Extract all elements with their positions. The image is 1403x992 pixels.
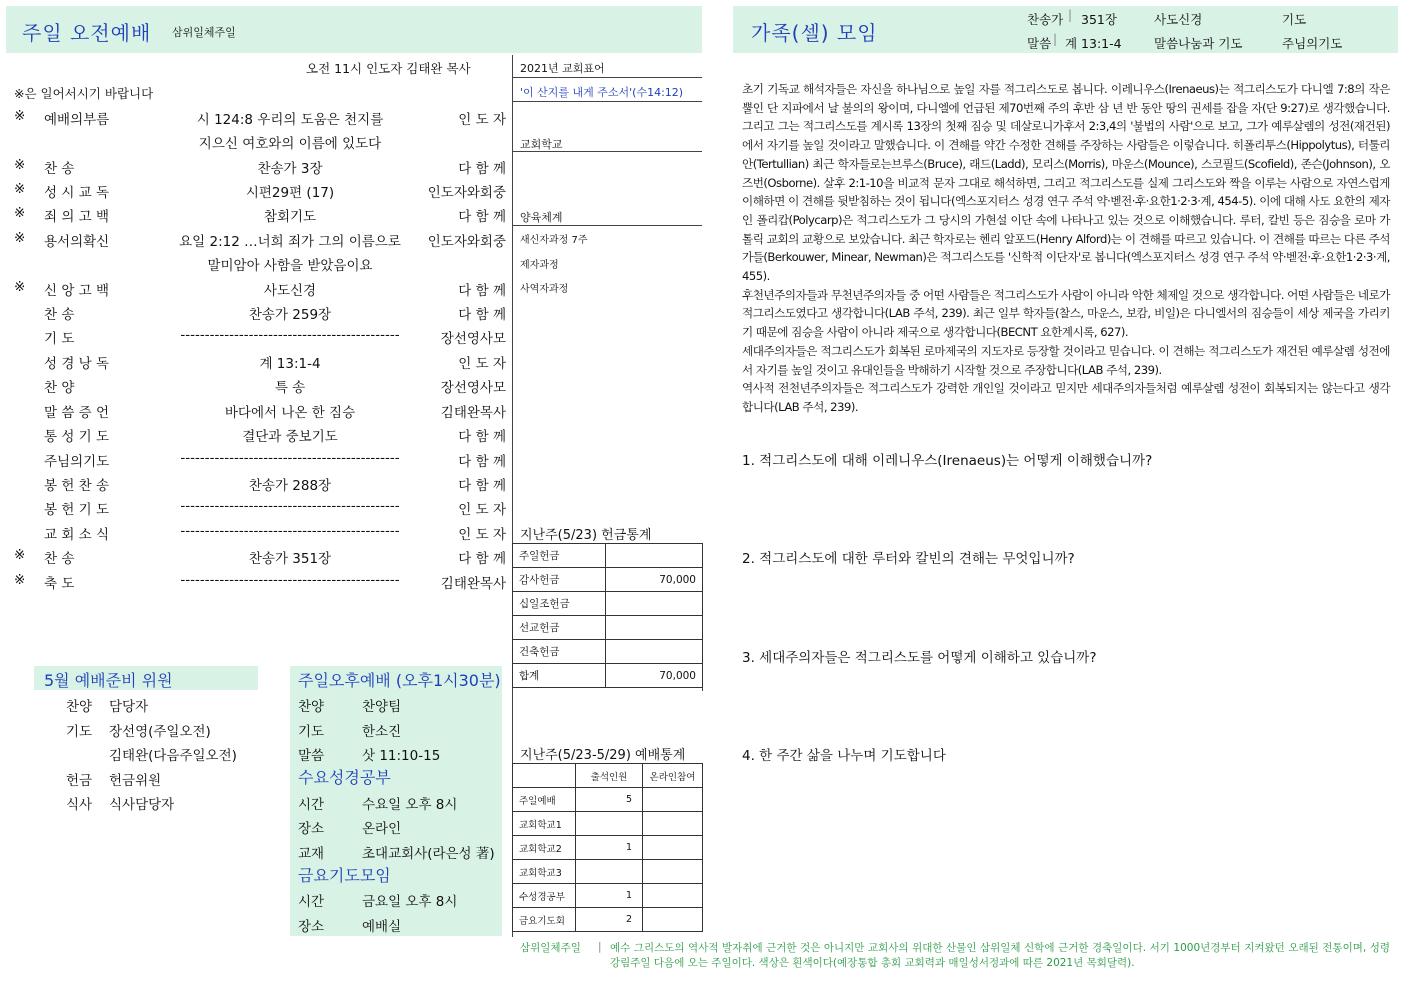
- order-item-name: 찬 송: [44, 307, 75, 323]
- order-item-content: 사도신경: [263, 283, 317, 299]
- friday-key: 장소: [298, 919, 325, 935]
- order-item-content: 특 송: [274, 380, 306, 396]
- attendance-online: [643, 908, 703, 932]
- order-item-content: 요일 2:12 …너희 죄가 그의 이름으로: [179, 234, 401, 250]
- commentary-paragraph: 초기 기독교 해석자들은 자신을 하나님으로 높일 자를 적그리스도로 봅니다. 이레니우스(Irenaeus)는 적그리스도가 다니엘 7:8의 작은 뿔인 단 지파에서 날 불의의 왕이며, 다니엘에 언급된 제70번째 주의 후반 삼 년 반 동안 땅의 권세를 잡을 자(단 9:27)로 생각했습니다. 그리고 그는 적그리스도를 계시록 13장의 첫째 짐승 및 데살로니가후서 2:3,4의 '불법의 사람'으로 보고, 그가 예루살렘의 성전(재건된)에서 자기를 높일 것이라고 말했습니다. 이 견해를 약간 수정한 견해를 주장하는 사람들은 이렇습니다. 히폴리투스(Hippolytus), 터툴리안(Tertullian) 최근 학자들로는브루스(Bruce), 래드(Ladd), 모리스(Morris), 마운스(Mounce), 스코필드(Scofield), 존슨(Johnson), 오즈번(Osborne). 살후 2:1-10을 비교적 문자 그대로 해석하면, 그리고 적그리스도를 실제 그리스도와 짝을 이루는 사람으로 자연스럽게 이해하면 이 견해를 뒷받침하는 것이 됩니다(엑스포지터스 성경 연구 주석 약·벧전·후·요한1·2·3·계, 454-5). 이에 대해 사도 요한의 제자인 폴리캅(Polycarp)은 적그리스도가 그 당시의 가현설 이단 속에 나타나고 있는 것으로 이해했습니다. 루터, 칼빈 등은 짐승을 로마 가톨릭 교회의 교황으로 보았습니다. 최근 학자로는 헨리 알포드(Henry Alford)는 이 견해를 따르고 있습니다. 이 견해를 따르는 다른 주석가들(Berkouwer, Minear, Newman)은 적그리스도를 '신학적 이단자'로 봅니다(엑스포지터스 성경 연구 주석 약·벧전·후·요한1·2·3·계, 455).: [742, 82, 1390, 284]
- wednesday-value: 초대교회사(라은성 著): [362, 846, 495, 862]
- attendance-present: 1: [576, 836, 643, 860]
- friday-title: 금요기도모임: [298, 866, 391, 885]
- committee-person: 장선영(주일오전): [109, 724, 211, 740]
- divider: |: [1053, 32, 1058, 46]
- order-item-name: 말 씀 증 언: [44, 405, 110, 421]
- committee-role: 기도: [66, 724, 93, 740]
- attendance-label: 수성경공부: [513, 884, 576, 908]
- left-header: [6, 6, 702, 53]
- order-item-leader: 인 도 자: [458, 502, 506, 518]
- prayer: 기도: [1282, 12, 1307, 27]
- commentary: [742, 80, 1390, 417]
- order-item-name: 성 시 교 독: [44, 185, 110, 201]
- order-item-leader: 김태완목사: [440, 576, 506, 592]
- order-item-content: 참회기도: [263, 209, 317, 225]
- order-item-name: 봉 헌 기 도: [44, 502, 110, 518]
- wednesday-key: 시간: [298, 797, 325, 813]
- offering-row: [513, 664, 703, 688]
- offering-label: 합계: [513, 664, 606, 688]
- friday-value: 금요일 오후 8시: [362, 894, 458, 910]
- order-item-leader: 인도자와회중: [427, 234, 506, 250]
- left-header-title: 주일 오전예배: [22, 21, 152, 45]
- divider: |: [1068, 8, 1073, 22]
- order-item-name: 봉 헌 찬 송: [44, 478, 110, 494]
- attendance-header: 출석인원: [576, 764, 643, 788]
- order-item-content: 말미암아 사함을 받았음이요: [207, 258, 373, 274]
- order-row: [14, 572, 506, 596]
- training-system: 양육체계: [520, 211, 563, 224]
- order-row: [14, 254, 506, 278]
- right-header: [733, 6, 1398, 53]
- attendance-present: 2: [576, 908, 643, 932]
- offering-amount: 70,000: [606, 664, 703, 688]
- offering-row: [513, 640, 703, 664]
- stand-note: ※은 일어서시기 바랍니다: [14, 86, 154, 101]
- committee-role: 찬양: [66, 699, 93, 715]
- order-item-content: ---------------------------------------------: [180, 523, 400, 539]
- order-item-content: 바다에서 나온 한 짐승: [224, 405, 356, 421]
- attendance-row: [513, 836, 703, 860]
- order-row: [14, 523, 506, 547]
- order-mark: ※: [14, 157, 26, 173]
- committee-person: 식사담당자: [109, 797, 175, 813]
- order-item-leader: 다 함 께: [458, 307, 506, 323]
- order-item-leader: 다 함 께: [458, 161, 506, 177]
- attendance-label: 교회학교2: [513, 836, 576, 860]
- afternoon-key: 찬양: [298, 699, 325, 715]
- order-item-content: 찬송가 351장: [248, 551, 332, 567]
- afternoon-key: 기도: [298, 724, 325, 740]
- side-line-2: [513, 101, 702, 102]
- order-item-leader: 장선영사모: [440, 380, 506, 396]
- word-label: 말씀: [1027, 36, 1052, 51]
- order-mark: ※: [14, 205, 26, 221]
- afternoon-value: 한소진: [362, 724, 402, 740]
- attendance-label: 금요기도회: [513, 908, 576, 932]
- offering-amount: [606, 640, 703, 664]
- order-row: [14, 181, 506, 205]
- order-item-name: 찬 송: [44, 161, 75, 177]
- wednesday-key: 장소: [298, 821, 325, 837]
- order-row: [14, 498, 506, 522]
- committee-role: 헌금: [66, 773, 93, 789]
- order-item-leader: 다 함 께: [458, 478, 506, 494]
- order-row: [14, 205, 506, 229]
- offering-amount: [606, 592, 703, 616]
- afternoon-value: 삿 11:10-15: [362, 748, 441, 764]
- order-item-content: 시편29편 (17): [245, 185, 335, 201]
- committee-title: 5월 예배준비 위원: [44, 671, 173, 690]
- committee-person: 헌금위원: [109, 773, 162, 789]
- order-row: [14, 352, 506, 376]
- order-item-content: 찬송가 259장: [248, 307, 332, 323]
- attendance-row: [513, 812, 703, 836]
- order-row: [14, 547, 506, 571]
- attendance-online: [643, 836, 703, 860]
- attendance-online: [643, 788, 703, 812]
- attendance-present: 5: [576, 788, 643, 812]
- order-item-leader: 김태완목사: [440, 405, 506, 421]
- order-item-name: 기 도: [44, 331, 75, 347]
- order-row: [14, 376, 506, 400]
- offering-row: [513, 616, 703, 640]
- lords-prayer: 주님의기도: [1282, 36, 1343, 51]
- afternoon-value: 찬양팀: [362, 699, 402, 715]
- attendance-present: 1: [576, 884, 643, 908]
- order-row: [14, 303, 506, 327]
- order-item-name: 찬 송: [44, 551, 75, 567]
- order-item-name: 예배의부름: [44, 112, 110, 128]
- training-item: 새신자과정 7주: [520, 235, 588, 246]
- offering-label: 주일헌금: [513, 544, 606, 568]
- question: 3. 세대주의자들은 적그리스도를 어떻게 이해하고 있습니까?: [742, 650, 1097, 666]
- order-row: [14, 401, 506, 425]
- side-line-1: [513, 77, 702, 78]
- motto-year: 2021년 교회표어: [520, 62, 605, 75]
- order-row: [14, 108, 506, 132]
- afternoon-key: 말씀: [298, 748, 325, 764]
- order-item-content: ---------------------------------------------: [180, 450, 400, 466]
- committee-header: [34, 666, 258, 690]
- footnote-label: 삼위일체주일: [520, 942, 581, 954]
- offering-label: 감사헌금: [513, 568, 606, 592]
- offering-row: [513, 568, 703, 592]
- attendance-label: 교회학교3: [513, 860, 576, 884]
- offering-label: 선교헌금: [513, 616, 606, 640]
- footnote-divider: |: [598, 941, 602, 953]
- side-line-4: [513, 225, 702, 226]
- order-item-leader: 인도자와회중: [427, 185, 506, 201]
- friday-value: 예배실: [362, 919, 402, 935]
- committee-person: 김태완(다음주일오전): [109, 748, 237, 764]
- order-item-content: 결단과 중보기도: [242, 429, 338, 445]
- right-header-title: 가족(셀) 모임: [751, 21, 878, 45]
- order-item-content: ---------------------------------------------: [180, 498, 400, 514]
- question: 4. 한 주간 삶을 나누며 기도합니다: [742, 748, 946, 764]
- order-mark: ※: [14, 279, 26, 295]
- hymn-label: 찬송가: [1027, 12, 1064, 27]
- training-item: 사역자과정: [520, 284, 569, 295]
- attendance-header: [513, 764, 576, 788]
- commentary-paragraph: 역사적 전천년주의자들은 적그리스도가 강력한 개인일 것이라고 믿지만 세대주의자들처럼 예루살렘 성전이 회복되지는 않는다고 생각합니다(LAB 주석, 239).: [742, 381, 1390, 414]
- motto: '이 산지를 내게 주소서'(수14:12): [520, 86, 684, 99]
- order-item-name: 죄 의 고 백: [44, 209, 110, 225]
- order-item-name: 축 도: [44, 576, 75, 592]
- attendance-title: 지난주(5/23-5/29) 예배통계: [520, 748, 686, 763]
- order-item-name: 찬 양: [44, 380, 75, 396]
- attendance-label: 주일예배: [513, 788, 576, 812]
- attendance-online: [643, 860, 703, 884]
- training-item: 제자과정: [520, 260, 559, 271]
- order-item-name: 용서의확신: [44, 234, 110, 250]
- order-row: [14, 230, 506, 254]
- offering-label: 건축헌금: [513, 640, 606, 664]
- committee-role: 식사: [66, 797, 93, 813]
- order-item-name: 통 성 기 도: [44, 429, 110, 445]
- order-item-content: 지으신 여호와의 이름에 있도다: [198, 136, 382, 152]
- order-mark: ※: [14, 572, 26, 588]
- order-item-content: 계 13:1-4: [259, 356, 321, 372]
- order-row: [14, 279, 506, 303]
- wednesday-key: 교재: [298, 846, 325, 862]
- order-row: [14, 132, 506, 156]
- order-item-leader: 다 함 께: [458, 429, 506, 445]
- footnote-text: 예수 그리스도의 역사적 발자취에 근거한 것은 아니지만 교회사의 위대한 산물인 삼위일체 신학에 근거한 경축일이다. 서기 1000년경부터 지켜왔던 오래된 전통이며, 성령강림주일 다음에 오는 주일이다. 색상은 흰색이다(예장통합 총회 교회력과 매일성서정과에 따른 2021년 목회달력).: [610, 942, 1390, 969]
- attendance-row: [513, 860, 703, 884]
- order-item-leader: 인 도 자: [458, 527, 506, 543]
- attendance-row: [513, 908, 703, 932]
- order-item-content: 찬송가 288장: [248, 478, 332, 494]
- offering-table: [512, 543, 703, 688]
- wednesday-title: 수요성경공부: [298, 768, 391, 787]
- attendance-row: [513, 884, 703, 908]
- share-prayer: 말씀나눔과 기도: [1154, 36, 1243, 51]
- order-mark: ※: [14, 230, 26, 246]
- service-leader: 오전 11시 인도자 김태완 목사: [306, 61, 471, 76]
- church-school: 교회학교: [520, 138, 563, 151]
- order-item-name: 주님의기도: [44, 454, 110, 470]
- left-header-subtitle: 삼위일체주일: [172, 26, 236, 39]
- order-item-content: 시 124:8 우리의 도움은 천지를: [196, 112, 384, 128]
- question: 1. 적그리스도에 대해 이레니우스(Irenaeus)는 어떻게 이해했습니까?: [742, 453, 1153, 469]
- afternoon-title: 주일오후예배 (오후1시30분): [298, 671, 501, 690]
- order-item-content: ---------------------------------------------: [180, 327, 400, 343]
- order-item-leader: 다 함 께: [458, 283, 506, 299]
- offering-amount: [606, 616, 703, 640]
- side-line-3: [513, 151, 702, 152]
- attendance-online: [643, 812, 703, 836]
- offering-row: [513, 592, 703, 616]
- attendance-row: [513, 788, 703, 812]
- offering-label: 십일조헌금: [513, 592, 606, 616]
- offering-row: [513, 544, 703, 568]
- offering-title: 지난주(5/23) 헌금통계: [520, 528, 652, 543]
- order-item-name: 교 회 소 식: [44, 527, 110, 543]
- order-row: [14, 474, 506, 498]
- order-item-content: ---------------------------------------------: [180, 572, 400, 588]
- creed: 사도신경: [1154, 12, 1203, 27]
- attendance-label: 교회학교1: [513, 812, 576, 836]
- order-item-leader: 다 함 께: [458, 454, 506, 470]
- question: 2. 적그리스도에 대한 루터와 칼빈의 견해는 무엇입니까?: [742, 551, 1075, 567]
- order-mark: ※: [14, 547, 26, 563]
- committee-person: 담당자: [109, 699, 149, 715]
- order-item-content: 찬송가 3장: [257, 161, 323, 177]
- order-item-leader: 인 도 자: [458, 112, 506, 128]
- attendance-online: [643, 884, 703, 908]
- order-row: [14, 425, 506, 449]
- attendance-present: [576, 812, 643, 836]
- friday-key: 시간: [298, 894, 325, 910]
- wednesday-value: 온라인: [362, 821, 402, 837]
- offering-amount: 70,000: [606, 568, 703, 592]
- attendance-present: [576, 860, 643, 884]
- order-item-name: 성 경 낭 독: [44, 356, 110, 372]
- order-mark: ※: [14, 181, 26, 197]
- order-mark: ※: [14, 108, 26, 124]
- offering-amount: [606, 544, 703, 568]
- order-row: [14, 157, 506, 181]
- commentary-paragraph: 후천년주의자들과 무천년주의자들 중 어떤 사람들은 적그리스도가 사람이 아니라 악한 체제일 것으로 생각합니다. 어떤 사람들은 네로가 적그리스도였다고 생각합니다(LAB 주석, 239). 최근 일부 학자들(찰스, 마운스, 보캄, 비일)은 다니엘서의 짐승들이 세상 제국을 가리키기 때문에 짐승을 사람이 아니라 제국으로 생각합니다(BECNT 요한계시록, 627).: [742, 287, 1390, 340]
- order-row: [14, 327, 506, 351]
- word-passage: 계 13:1-4: [1065, 36, 1122, 51]
- order-item-leader: 다 함 께: [458, 209, 506, 225]
- order-item-leader: 장선영사모: [440, 331, 506, 347]
- hymn-number: 351장: [1081, 12, 1117, 27]
- commentary-paragraph: 세대주의자들은 적그리스도가 회복된 로마제국의 지도자로 등장할 것이라고 믿습니다. 이 견해는 적그리스도가 재건된 예루살렘 성전에서 자기를 높일 것이고 유대인들을 박해하기 시작할 것으로 주장합니다(LAB 주석, 239).: [742, 343, 1390, 377]
- attendance-table: [512, 763, 703, 932]
- attendance-header: 온라인참여: [643, 764, 703, 788]
- wednesday-value: 수요일 오후 8시: [362, 797, 458, 813]
- order-item-leader: 인 도 자: [458, 356, 506, 372]
- order-item-name: 신 앙 고 백: [44, 283, 110, 299]
- order-item-leader: 다 함 께: [458, 551, 506, 567]
- order-row: [14, 450, 506, 474]
